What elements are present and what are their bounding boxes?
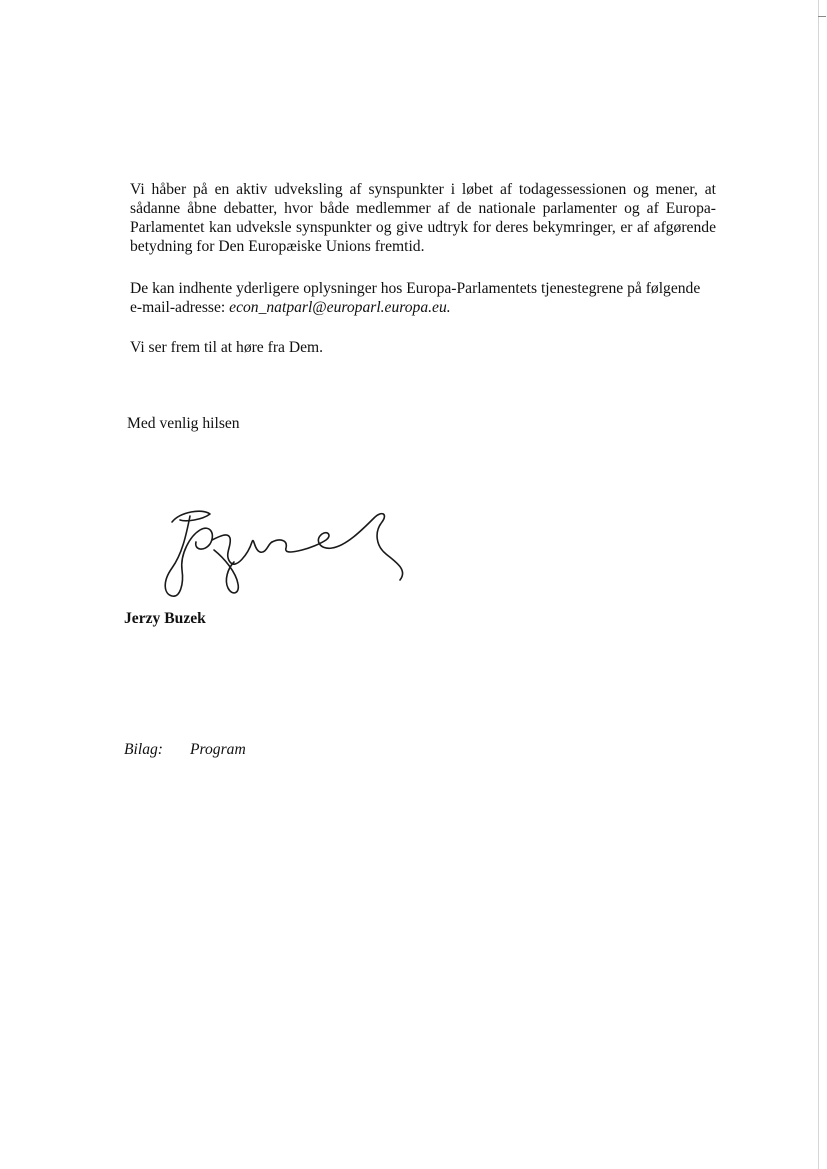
- handwritten-signature: [150, 492, 420, 604]
- enclosure-value: Program: [190, 741, 246, 758]
- paragraph-exchange-of-views: Vi håber på en aktiv udveksling af synspunkter i løbet af todagessessionen og mener, at sådanne åbne debatter, hvor både medlemmer af de nationale parlamenter og af Europa-Parlamentet kan udveksle synspunkter og give udtryk for deres bekymringer, er af afgørende betydning for Den Europæiske Unions fremtid.: [130, 181, 716, 255]
- signer-name: Jerzy Buzek: [124, 610, 206, 627]
- scan-mark: [818, 16, 826, 17]
- email-address: econ_natparl@europarl.europa.eu.: [229, 299, 451, 316]
- enclosure-line: [124, 740, 246, 759]
- further-information-line: De kan indhente yderligere oplysninger hos Europa-Parlamentets tjenestegrene på følgende: [130, 280, 701, 297]
- email-prefix: e-mail-adresse:: [130, 299, 230, 316]
- paragraph-look-forward: Vi ser frem til at høre fra Dem.: [130, 339, 324, 356]
- paragraph-further-information: [130, 279, 716, 317]
- page-edge: [818, 0, 819, 1169]
- enclosure-label: Bilag:: [124, 741, 163, 758]
- closing-salutation: Med venlig hilsen: [127, 415, 240, 432]
